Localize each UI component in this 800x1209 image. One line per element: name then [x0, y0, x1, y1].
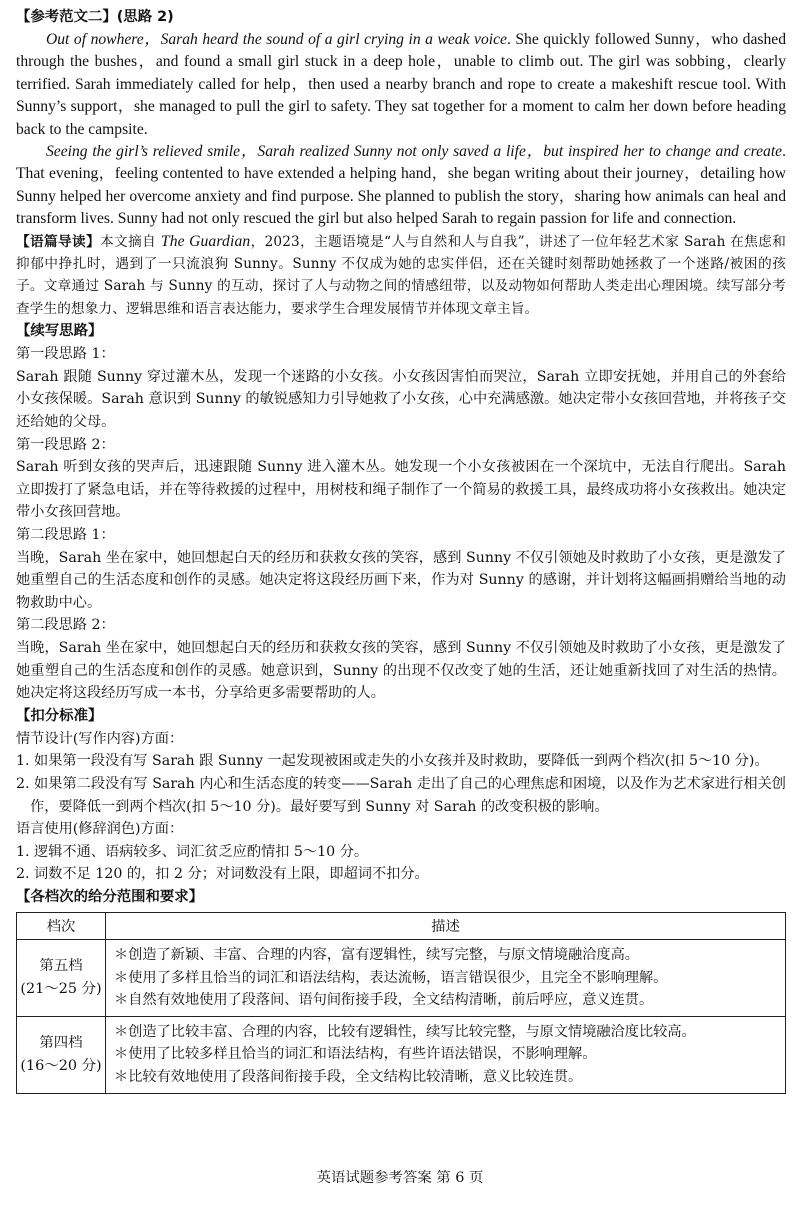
level-description [106, 939, 786, 1016]
description-line: ＊使用了比较多样且恰当的词汇和语法结构，有些许语法错误，不影响理解。 [114, 1046, 597, 1063]
description-line: ＊创造了新颖、丰富、合理的内容，富有逻辑性，续写完整，与原文情境融洽度高。 [114, 946, 639, 963]
level-name: 第五档 [39, 957, 83, 974]
level-range: (21～25 分) [20, 980, 102, 997]
level-cell [17, 1016, 106, 1093]
reading-guide-text-b: ，2023，主题语境是“人与自然和人与自我”，讲述了一位年轻艺术家 Sarah 在焦虑和抑郁中挣扎时，遇到了一只流浪狗 Sunny。Sunny 不仅成为她的忠实伴侣，还在关键时刻帮助她拯救了一个迷路/被困的孩子。文章通过 Sarah 与 Sunny 的互动，探讨了人与动物之间的情感纽带，以及动物如何帮助人类走出心理困境。续写部分考查学生的想象力、逻辑思维和语言表达能力，要求学生合理发展情节并体现文章主旨。 [16, 233, 786, 317]
plot-criteria-heading: 情节设计(写作内容)方面： [16, 730, 184, 747]
essay-p2-lead: Seeing the girl’s relieved smile，Sarah realized Sunny not only saved a life，but inspired her to change and create [46, 143, 783, 161]
essay-p1-lead: Out of nowhere，Sarah heard the sound of a girl crying in a weak voice [46, 31, 507, 48]
essay-p2-rest: . That evening，feeling contented to have extended a helping hand，she began writing about their journey，detailing how Sunny helped her overcome anxiety and find purpose. She planned to publish the story，sharing how animals can heal and transform lives. Sunny had not only rescued the girl but also helped Sarah to regain passion for life and connection. [16, 143, 786, 228]
reading-guide-title: 【语篇导读】 [16, 233, 101, 250]
levels-heading: 【各档次的给分范围和要求】 [16, 888, 204, 905]
description-line: ＊创造了比较丰富、合理的内容，比较有逻辑性，续写比较完整，与原文情境融洽度比较高。 [114, 1023, 696, 1040]
essay-paragraph-1 [16, 29, 786, 141]
idea-label: 第二段思路 2： [16, 617, 115, 634]
language-criteria-heading: 语言使用(修辞润色)方面： [16, 821, 184, 838]
description-column-header: 描述 [106, 912, 786, 939]
description-line: ＊自然有效地使用了段落间、语句间衔接手段，全文结构清晰，前后呼应，意义连贯。 [114, 992, 654, 1009]
table-row [17, 939, 786, 1016]
deduction-heading: 【扣分标准】 [16, 707, 103, 724]
level-cell [17, 939, 106, 1016]
description-line: ＊使用了多样且恰当的词汇和语法结构，表达流畅，语言错误很少，且完全不影响理解。 [114, 969, 668, 986]
idea-label: 第一段思路 1： [16, 346, 115, 363]
sample-essay-heading: 【参考范文二】(思路 2) [16, 9, 174, 25]
level-description [106, 1016, 786, 1093]
idea-text: 当晚，Sarah 坐在家中，她回想起白天的经历和获救女孩的笑容，感到 Sunny 不仅引领她及时救助了小女孩，更是激发了她重塑自己的生活态度和创作的灵感。她决定将这段经历画下来，作为对 Sunny 的感谢，并计划将这幅画捐赠给当地的动物救助中心。 [16, 549, 786, 611]
table-row [17, 1016, 786, 1093]
language-criterion-1: 1. 逻辑不通、语病较多、词汇贫乏应酌情扣 5～10 分。 [16, 843, 369, 860]
reading-guide [16, 231, 786, 321]
ideas-heading: 【续写思路】 [16, 323, 103, 340]
language-criterion-2: 2. 词数不足 120 的，扣 2 分；对词数没有上限，即超词不扣分。 [16, 866, 429, 883]
ideas-list [16, 343, 786, 705]
essay-paragraph-2 [16, 141, 786, 231]
idea-text: Sarah 听到女孩的哭声后，迅速跟随 Sunny 进入灌木丛。她发现一个小女孩被困在一个深坑中，无法自行爬出。Sarah 立即拨打了紧急电话，并在等待救援的过程中，用树枝和绳子制作了一个简易的救援工具，最终成功将小女孩救出。她决定带小女孩回营地。 [16, 459, 786, 521]
score-levels-table [16, 912, 786, 1094]
level-name: 第四档 [39, 1034, 83, 1051]
idea-label: 第一段思路 2： [16, 436, 115, 453]
idea-text: Sarah 跟随 Sunny 穿过灌木丛，发现一个迷路的小女孩。小女孩因害怕而哭泣，Sarah 立即安抚她，并用自己的外套给小女孩保暖。Sarah 意识到 Sunny 的敏锐感知力引导她救了小女孩，心中充满感激。她决定带小女孩回营地，并将孩子交还给她的父母。 [16, 368, 786, 431]
reading-guide-text-a: 本文摘自 [100, 233, 161, 250]
page-footer: 英语试题参考答案 第 6 页 [316, 1170, 484, 1186]
description-line: ＊比较有效地使用了段落间衔接手段，全文结构比较清晰，意义比较连贯。 [114, 1068, 583, 1085]
essay-p1-rest: . She quickly followed Sunny，who dashed through the bushes，and found a small girl stuck in a deep hole，unable to climb out. The girl was sobbing，clearly terrified. Sarah immediately called for help，then used a nearby branch and rope to create a makeshift rescue tool. With Sunny’s support，she managed to pull the girl to safety. They sat together for a moment to calm her down before heading back to the campsite. [16, 31, 786, 138]
idea-text: 当晚，Sarah 坐在家中，她回想起白天的经历和获救女孩的笑容，感到 Sunny 不仅引领她及时救助了小女孩，更是激发了她重塑自己的生活态度和创作的灵感。她意识到，Sunny 的出现不仅改变了她的生活，还让她重新找回了对生活的热情。她决定将这段经历写成一本书，分享给更多需要帮助的人。 [16, 640, 786, 702]
level-column-header: 档次 [17, 912, 106, 939]
level-range: (16～20 分) [20, 1057, 102, 1074]
plot-criterion-2: 2. 如果第二段没有写 Sarah 内心和生活态度的转变——Sarah 走出了自己的心理焦虑和困境，以及作为艺术家进行相关创作，要降低一到两个档次(扣 5～10 分)。最好要写到 Sunny 对 Sarah 的改变积极的影响。 [16, 775, 786, 815]
idea-label: 第二段思路 1： [16, 527, 115, 544]
guide-source: The Guardian [160, 232, 251, 250]
table-header-row [17, 912, 786, 939]
answer-page [16, 6, 786, 1094]
plot-criterion-1: 1. 如果第一段没有写 Sarah 跟 Sunny 一起发现被困或走失的小女孩并及时救助，要降低一到两个档次(扣 5～10 分)。 [16, 753, 769, 770]
